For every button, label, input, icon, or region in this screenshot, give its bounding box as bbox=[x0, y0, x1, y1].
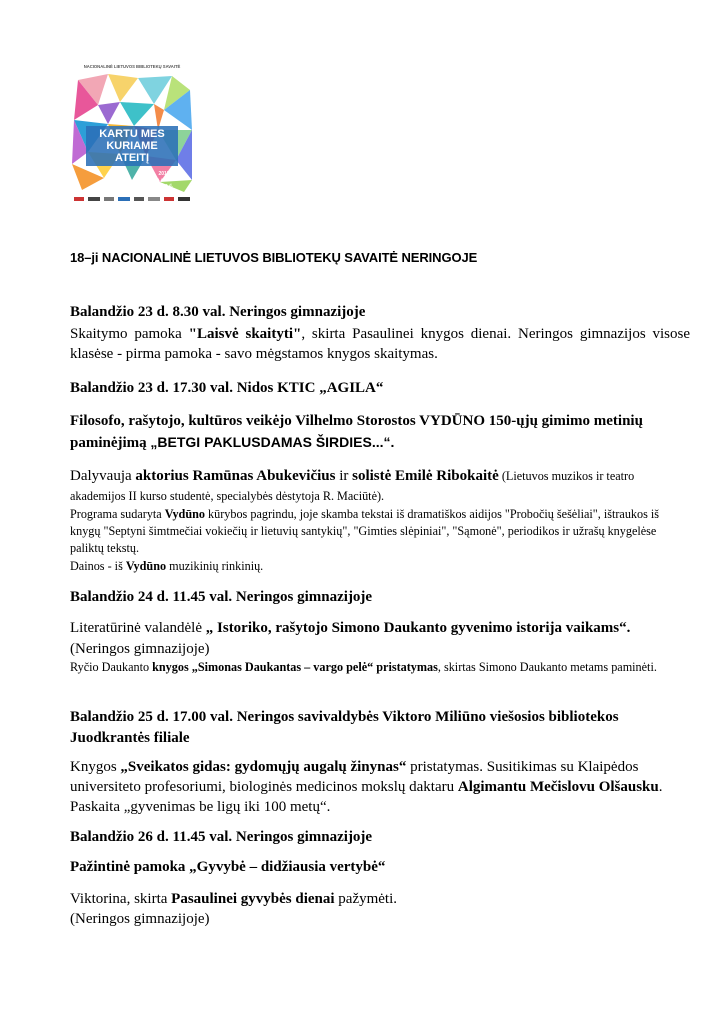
event-1-heading: Balandžio 23 d. 8.30 val. Neringos gimnazijoje bbox=[70, 304, 366, 320]
sponsor-logo bbox=[134, 197, 144, 201]
poster-line-3: ATEITĮ bbox=[114, 152, 150, 164]
poster-month: BALANDŽIO bbox=[152, 177, 176, 182]
poster-year: 2018 bbox=[158, 171, 170, 177]
event-1-description: Skaitymo pamoka "Laisvė skaityti", skirta Pasaulinei knygos dienai. Neringos gimnazijos visose klasėse - pirma pamoka - savo mėgstamos knygos skaitymas. bbox=[70, 326, 690, 362]
event-3-book: Ryčio Daukanto knygos „Simonas Daukantas – vargo pelė“ pristatymas, skirtas Simono Daukanto metams paminėti. bbox=[70, 660, 657, 674]
sponsor-logo bbox=[74, 197, 84, 201]
event-5-quiz: Viktorina, skirta Pasaulinei gyvybės dienai pažymėti. bbox=[70, 891, 398, 907]
event-3-description: Literatūrinė valandėlė „ Istoriko, rašytojo Simono Daukanto gyvenimo istorija vaikams“. (Neringos gimnazijoje) bbox=[70, 620, 631, 657]
sponsor-logo bbox=[88, 197, 100, 201]
poster-org: NACIONALINĖ LIETUVOS BIBLIOTEKŲ SAVAITĖ bbox=[83, 64, 181, 69]
poster-line-1: KARTU MES bbox=[99, 128, 165, 140]
event-2-performers: Dalyvauja aktorius Ramūnas Abukevičius ir solistė Emilė Ribokaitė (Lietuvos muzikos ir teatro akademijos II kurso studentė, specialybės dėstytoja R. Maciūtė). bbox=[70, 468, 635, 503]
event-3-heading: Balandžio 24 d. 11.45 val. Neringos gimnazijoje bbox=[70, 589, 373, 605]
document-title: 18–ji NACIONALINĖ LIETUVOS BIBLIOTEKŲ SAVAITĖ NERINGOJE bbox=[70, 250, 478, 265]
sponsor-logo bbox=[164, 197, 174, 201]
sponsor-logo bbox=[118, 197, 130, 201]
event-5-location: (Neringos gimnazijoje) bbox=[70, 911, 210, 927]
event-5-lesson: Pažintinė pamoka „Gyvybė – didžiausia vertybė“ bbox=[70, 859, 386, 875]
poster-graphic bbox=[68, 60, 196, 207]
event-poster bbox=[68, 60, 196, 207]
sponsor-logo bbox=[148, 197, 160, 201]
event-4-heading: Balandžio 25 d. 17.00 val. Neringos savivaldybės Viktoro Miliūno viešosios bibliotekos Juodkrantės filiale bbox=[70, 709, 619, 746]
event-4-description: Knygos „Sveikatos gidas: gydomųjų augalų žinynas“ pristatymas. Susitikimas su Klaipėdos universiteto profesoriumi, biologinės medicinos mokslų daktaru Algimantu Mečislovu Olšausku. Paskaita „gyvenimas be ligų iki 100 metų“. bbox=[70, 759, 663, 815]
sponsor-logo bbox=[104, 197, 114, 201]
event-2-title: Filosofo, rašytojo, kultūros veikėjo Vilhelmo Storostos VYDŪNO 150-ųjų gimimo metinių paminėjimą „BETGI PAKLUSDAMAS ŠIRDIES...“. bbox=[70, 413, 643, 451]
event-2-program: Programa sudaryta Vydūno kūrybos pagrindu, joje skamba tekstai iš dramatiškos aidijos "Probočių šešėliai", ištraukos iš knygų "Septyni šimtmečiai vokiečių ir lietuvių santykių", "Gimties slėpiniai", "Sąmonė", periodikos ir užrašų knygelėse paliktų tekstų. bbox=[70, 507, 660, 555]
sponsor-logo bbox=[178, 197, 190, 201]
event-2-heading: Balandžio 23 d. 17.30 val. Nidos KTIC „AGILA“ bbox=[70, 380, 384, 396]
event-5-heading: Balandžio 26 d. 11.45 val. Neringos gimnazijoje bbox=[70, 829, 373, 845]
event-2-songs: Dainos - iš Vydūno muzikinių rinkinių. bbox=[70, 559, 264, 573]
poster-line-2: KURIAME bbox=[106, 140, 158, 152]
poster-days: 23–29 d. bbox=[155, 183, 173, 188]
